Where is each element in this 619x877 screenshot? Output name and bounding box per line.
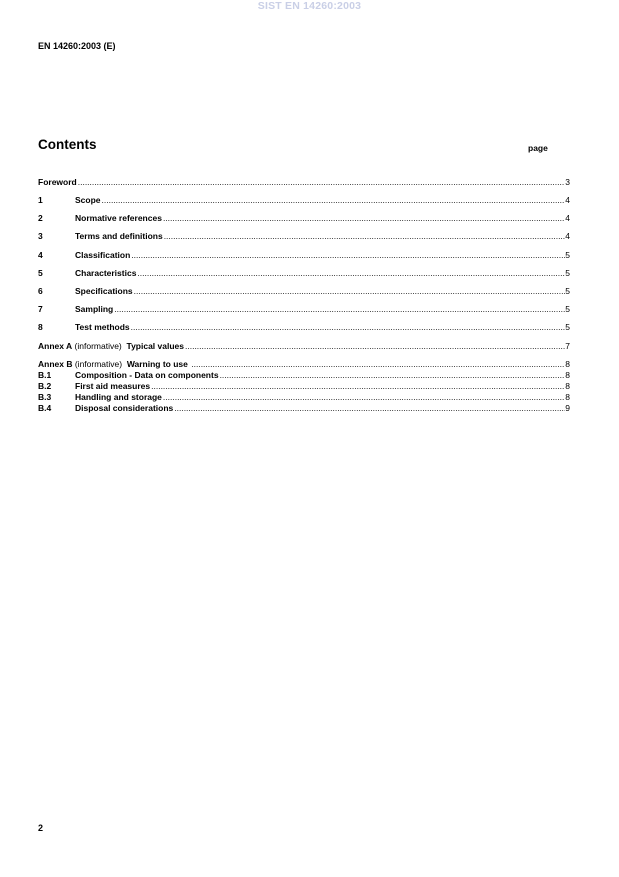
toc-entry-number: 1 [38, 195, 43, 205]
toc-leader-dots [151, 381, 565, 392]
toc-entry-b1-composition[interactable] [38, 370, 570, 381]
page-number: 2 [38, 823, 44, 833]
toc-entry-page: 3 [565, 177, 570, 187]
toc-entry-specifications[interactable] [38, 286, 570, 297]
annex-subtitle: Warning to use [124, 359, 191, 369]
toc-entry-page: 5 [565, 322, 570, 332]
toc-entry-classification[interactable] [38, 250, 570, 261]
annex-subtitle: Typical values [124, 341, 184, 351]
toc-entry-test-methods[interactable] [38, 322, 570, 333]
toc-entry-title: Disposal considerations [75, 403, 174, 413]
toc-entry-annex-b[interactable] [38, 359, 570, 370]
toc-entry-page: 5 [565, 268, 570, 278]
toc-entry-sampling[interactable] [38, 304, 570, 315]
toc-entry-number: 3 [38, 231, 43, 241]
toc-entry-title [38, 359, 190, 370]
toc-leader-dots [134, 286, 566, 297]
toc-entry-page: 5 [565, 250, 570, 260]
toc-entry-page: 8 [565, 370, 570, 380]
toc-entry-number: 5 [38, 268, 43, 278]
toc-leader-dots [220, 370, 566, 381]
toc-entry-title: Specifications [75, 286, 133, 296]
toc-leader-dots [163, 392, 565, 403]
toc-entry-title: Foreword [38, 177, 77, 187]
toc-entry-title: Classification [75, 250, 131, 260]
toc-entry-title [38, 341, 184, 352]
toc-entry-page: 8 [565, 392, 570, 402]
toc-entry-number: B.4 [38, 403, 52, 413]
toc-entry-number: B.1 [38, 370, 52, 380]
page-column-label: page [528, 143, 548, 153]
contents-title: Contents [38, 137, 97, 152]
toc-entry-page: 9 [565, 403, 570, 413]
toc-entry-number: 7 [38, 304, 43, 314]
toc-leader-dots [131, 250, 565, 261]
toc-entry-page: 5 [565, 286, 570, 296]
toc-leader-dots [78, 177, 566, 188]
toc-entry-page: 4 [565, 213, 570, 223]
toc-entry-title: First aid measures [75, 381, 151, 391]
toc-leader-dots [102, 195, 566, 206]
toc-leader-dots [114, 304, 565, 315]
watermark: SIST EN 14260:2003 [257, 0, 362, 12]
toc-leader-dots [164, 231, 566, 242]
toc-leader-dots [174, 403, 565, 414]
document-header: EN 14260:2003 (E) [38, 41, 116, 51]
annex-label: Annex B [38, 359, 73, 369]
toc-entry-annex-a[interactable] [38, 341, 570, 352]
toc-entry-number: B.2 [38, 381, 52, 391]
toc-entry-page: 8 [565, 381, 570, 391]
toc-entry-b3-handling[interactable] [38, 392, 570, 403]
toc-entry-title: Characteristics [75, 268, 137, 278]
toc-entry-page: 7 [565, 341, 570, 351]
toc-entry-number: 6 [38, 286, 43, 296]
toc-entry-terms-and-definitions[interactable] [38, 231, 570, 242]
toc-entry-page: 4 [565, 195, 570, 205]
toc-entry-normative-references[interactable] [38, 213, 570, 224]
toc-entry-title: Scope [75, 195, 101, 205]
toc-entry-characteristics[interactable] [38, 268, 570, 279]
toc-entry-page: 5 [565, 304, 570, 314]
toc-entry-number: B.3 [38, 392, 52, 402]
toc-entry-title: Terms and definitions [75, 231, 163, 241]
toc-entry-title: Test methods [75, 322, 130, 332]
toc-leader-dots [191, 359, 565, 370]
toc-leader-dots [131, 322, 566, 333]
toc-entry-title: Composition - Data on components [75, 370, 219, 380]
annex-label: Annex A [38, 341, 73, 351]
toc-entry-number: 8 [38, 322, 43, 332]
annex-qualifier: (informative) [72, 341, 125, 351]
toc-leader-dots [163, 213, 565, 224]
toc-entry-b2-first-aid[interactable] [38, 381, 570, 392]
toc-entry-foreword[interactable] [38, 177, 570, 188]
toc-leader-dots [185, 341, 565, 352]
toc-entry-b4-disposal[interactable] [38, 403, 570, 414]
annex-qualifier: (informative) [72, 359, 125, 369]
toc-entry-scope[interactable] [38, 195, 570, 206]
toc-leader-dots [137, 268, 565, 279]
toc-entry-page: 8 [565, 359, 570, 369]
toc-entry-number: 4 [38, 250, 43, 260]
toc-entry-title: Normative references [75, 213, 162, 223]
toc-entry-title: Handling and storage [75, 392, 162, 402]
toc-entry-number: 2 [38, 213, 43, 223]
toc-entry-page: 4 [565, 231, 570, 241]
toc-entry-title: Sampling [75, 304, 114, 314]
